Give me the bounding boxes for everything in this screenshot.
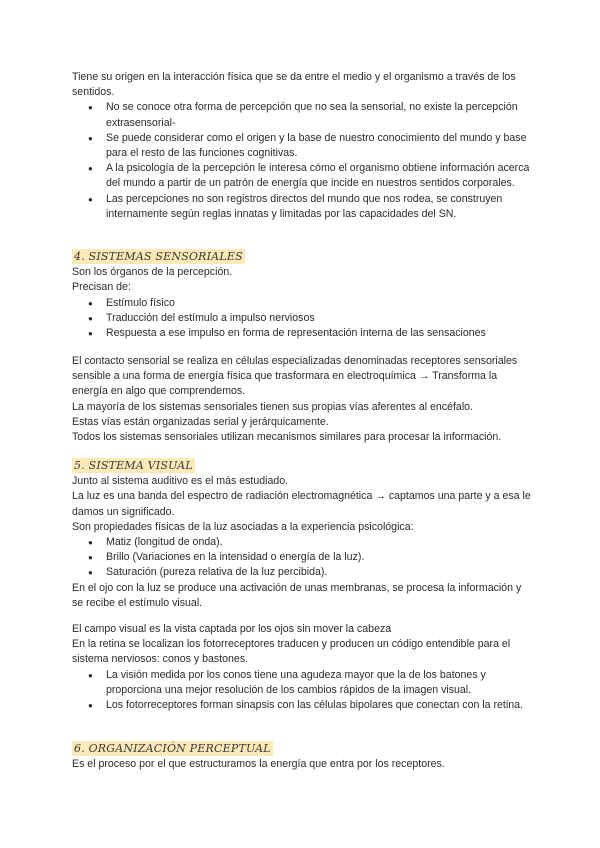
section-5-bullet-list-2	[72, 668, 532, 714]
intro-text: Tiene su origen en la interacción física que se da entre el medio y el organismo a través de los sentidos.	[72, 71, 516, 99]
section-4-line-2: Precisan de:	[72, 281, 131, 294]
list-item: ● Respuesta a ese impulso en forma de representación interna de las sensaciones	[72, 326, 532, 341]
section-5-heading: 5. SISTEMA VISUAL	[74, 459, 193, 472]
section-5-block-2	[72, 622, 532, 713]
list-item: ● Se puede considerar como el origen y la base de nuestro conocimiento del mundo y base para el resto de las funciones cognitivas.	[72, 131, 532, 161]
list-item: ● Saturación (pureza relativa de la luz percibida).	[72, 565, 532, 580]
section-4-heading: 4. SISTEMAS SENSORIALES	[74, 250, 243, 263]
list-item: ● Traducción del estímulo a impulso nerviosos	[72, 311, 532, 326]
section-4-paragraph	[72, 354, 532, 445]
list-item: ● Matiz (longitud de onda).	[72, 535, 532, 550]
section-5-line: En la retina se localizan los fotorreceptores traducen y producen un código entendible para el sistema nerviosos: conos y bastones.	[72, 638, 511, 666]
section-5-line: Son propiedades físicas de la luz asociadas a la experiencia psicológica:	[72, 520, 414, 533]
section-5-block	[72, 458, 532, 611]
section-5-line: El campo visual es la vista captada por los ojos sin mover la cabeza	[72, 623, 392, 635]
paragraph-line: Todos los sistemas sensoriales utilizan mecanismos similares para procesar la información.	[72, 431, 502, 444]
section-6-text: Es el proceso por el que estructuramos la energía que entra por los receptores.	[72, 758, 445, 771]
list-item: ● Estímulo físico	[72, 296, 532, 311]
intro-bullet-list	[72, 100, 532, 222]
list-item: ● Brillo (Variaciones en la intensidad o energía de la luz).	[72, 550, 532, 565]
paragraph-line: Estas vías están organizadas serial y jerárquicamente.	[72, 415, 329, 428]
list-item: ● Los fotorreceptores forman sinapsis con las células bipolares que conectan con la retina.	[72, 698, 532, 713]
section-6-block	[72, 741, 532, 772]
intro-block	[72, 70, 532, 222]
section-5-line: La luz es una banda del espectro de radiación electromagnética → captamos una parte y a esa le damos un significado.	[72, 490, 531, 518]
list-item: ● No se conoce otra forma de percepción que no sea la sensorial, no existe la percepción extrasensorial-	[72, 100, 532, 130]
paragraph-line: La mayoría de los sistemas sensoriales tienen sus propias vías aferentes al encéfalo.	[72, 400, 474, 413]
section-4-bullet-list	[72, 296, 532, 342]
section-6-heading: 6. ORGANIZACIÓN PERCEPTUAL	[74, 742, 271, 755]
section-5-after: En el ojo con la luz se produce una activación de unas membranas, se procesa la información y se recibe el estímulo visual.	[72, 581, 522, 609]
section-5-bullet-list	[72, 535, 532, 581]
list-item: ● La visión medida por los conos tiene una agudeza mayor que la de los batones y proporciona una mejor resolución de los cambios rápidos de la imagen visual.	[72, 668, 532, 698]
list-item: ● A la psicología de la percepción le interesa cómo el organismo obtiene información acerca del mundo a partir de un patrón de energía que incide en nuestros sentidos corporales.	[72, 161, 532, 191]
list-item: ● Las percepciones no son registros directos del mundo que nos rodea, se construyen internamente según reglas innatas y limitadas por las capacidades del SN.	[72, 192, 532, 222]
section-4-block	[72, 249, 532, 341]
paragraph-line: El contacto sensorial se realiza en células especializadas denominadas receptores sensoriales sensible a una forma de energía física que trasformara en electroquímica → Transforma la energía en algo que comprendemos.	[72, 355, 518, 398]
section-4-line-1: Son los órganos de la percepción.	[72, 266, 233, 279]
section-5-line: Junto al sistema auditivo es el más estudiado.	[72, 475, 289, 488]
